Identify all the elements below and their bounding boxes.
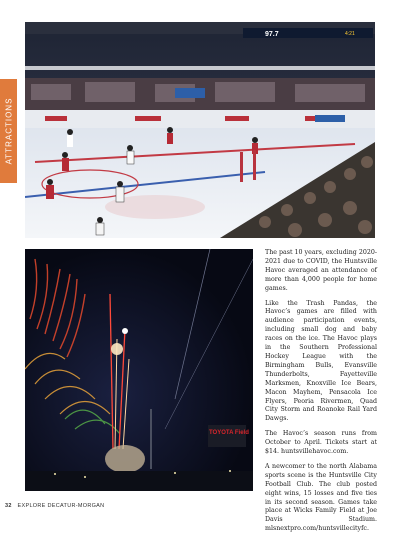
paragraph-football-club: A newcomer to the north Alabama sports scene is the Huntsville City Football Club. The club posted eight wins, 15 losses and five ties in its second season. Games take place at Wicks Family Field at Joe Davis Stadium. mlsnextpro.com/huntsvillecityfc. xyxy=(265,462,377,533)
scoreboard-channel: 97.7 xyxy=(265,31,279,38)
page-number: 32 xyxy=(5,503,12,509)
page-footer xyxy=(5,503,104,509)
section-tab xyxy=(0,79,17,183)
article-text xyxy=(265,249,377,540)
publication-name: EXPLORE DECATUR-MORGAN xyxy=(17,503,105,509)
paragraph-season: The Havoc’s season runs from October to April. Tickets start at $14. huntsvillehavoc.com. xyxy=(265,430,377,456)
stadium-sign: TOYOTA Field xyxy=(209,430,249,436)
hockey-arena-photo xyxy=(25,22,375,238)
paragraph-attendance: The past 10 years, excluding 2020-2021 due to COVID, the Huntsville Havoc averaged an attendance of more than 4,000 people for home games. xyxy=(265,249,377,292)
fireworks-photo xyxy=(25,249,253,491)
section-tab-label: ATTRACTIONS xyxy=(4,97,13,165)
scoreboard-time: 4:21 xyxy=(345,31,355,37)
paragraph-league: Like the Trash Pandas, the Havoc’s games are filled with audience participation events, including small dog and baby races on the ice. The Havoc plays in the Southern Professional Hockey League with the Birmingham Bulls, Evansville Thunderbolts, Fayetteville Marksmen, Knoxville Ice Bears, Macon Mayhem, Pensacola Ice Flyers, Peoria Rivermen, Quad City Storm and Roanoke Rail Yard Dawgs. xyxy=(265,299,377,423)
